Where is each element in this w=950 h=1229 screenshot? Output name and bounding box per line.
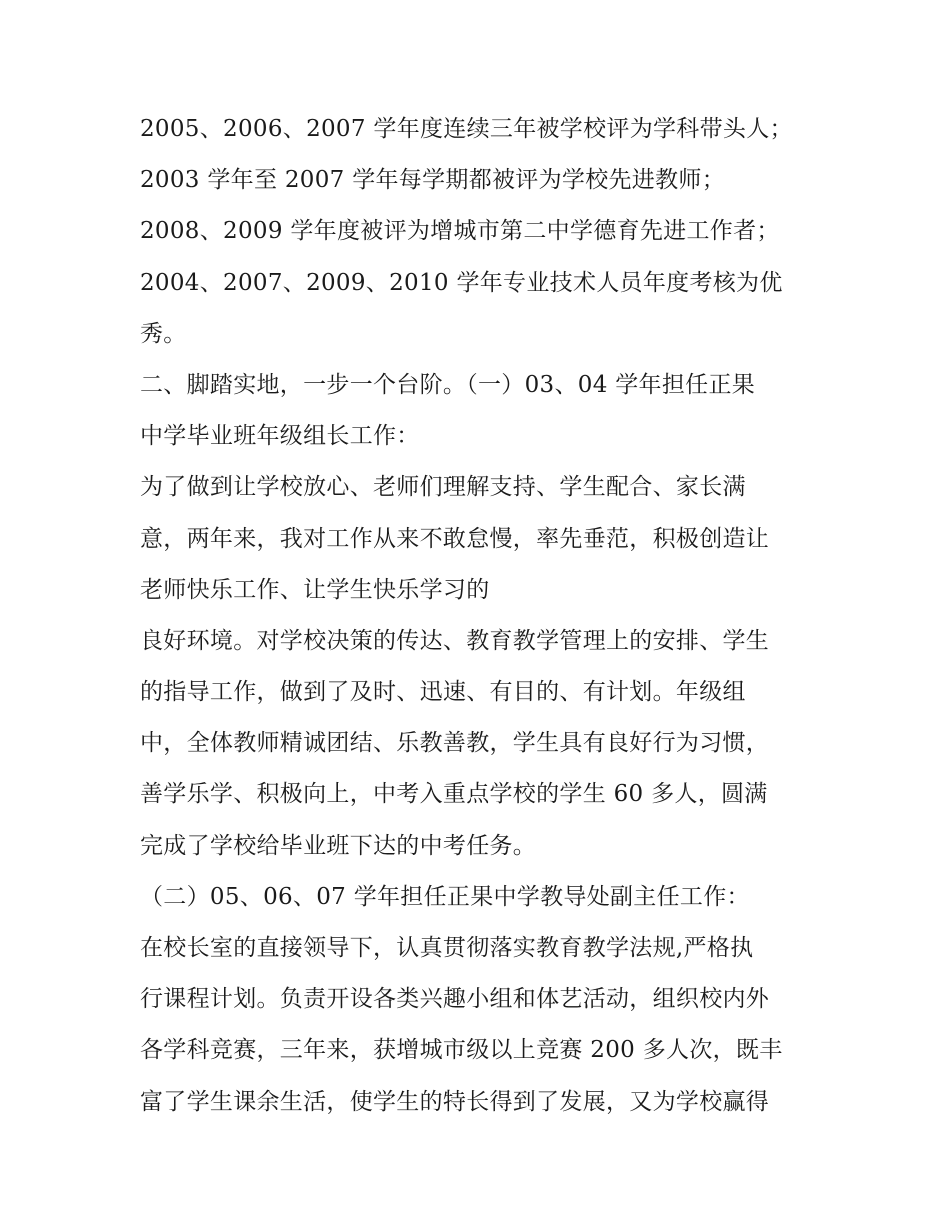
subsection-heading-line: （二）05、06、07 学年担任正果中学教导处副主任工作： [140, 883, 750, 910]
text-line: 各学科竞赛，三年来，获增城市级以上竞赛 200 多人次，既丰 [140, 1037, 783, 1064]
document-body [140, 104, 830, 1128]
text-line: 富了学生课余生活，使学生的特长得到了发展，又为学校赢得 [140, 1088, 770, 1115]
text-line: 老师快乐工作、让学生快乐学习的 [140, 576, 490, 603]
text-line: 在校长室的直接领导下，认真贯彻落实教育教学法规,严格执 [140, 935, 754, 961]
text-line: 完成了学校给毕业班下达的中考任务。 [140, 832, 537, 859]
text-line: 2004、2007、2009、2010 学年专业技术人员年度考核为优 [140, 269, 783, 296]
text-line: 行课程计划。负责开设各类兴趣小组和体艺活动，组织校内外 [140, 986, 770, 1013]
text-line: 中学毕业班年级组长工作： [140, 423, 420, 450]
section-heading-line: 二、脚踏实地，一步一个台阶。（一）03、04 学年担任正果 [140, 371, 756, 398]
text-line: 中，全体教师精诚团结、乐教善教，学生具有良好行为习惯， [140, 730, 770, 757]
text-line: 2005、2006、2007 学年度连续三年被学校评为学科带头人； [140, 116, 793, 142]
text-line: 为了做到让学校放心、老师们理解支持、学生配合、家长满 [140, 474, 746, 501]
text-line: 善学乐学、积极向上，中考入重点学校的学生 60 多人，圆满 [140, 781, 768, 808]
text-line: 意，两年来，我对工作从来不敢怠慢，率先垂范，积极创造让 [140, 525, 770, 552]
text-line: 良好环境。对学校决策的传达、教育教学管理上的安排、学生 [140, 627, 770, 654]
text-line: 的指导工作，做到了及时、迅速、有目的、有计划。年级组 [140, 679, 746, 706]
text-line: 秀。 [140, 320, 187, 347]
text-line: 2003 学年至 2007 学年每学期都被评为学校先进教师； [140, 167, 725, 194]
text-line: 2008、2009 学年度被评为增城市第二中学德育先进工作者； [140, 218, 780, 245]
